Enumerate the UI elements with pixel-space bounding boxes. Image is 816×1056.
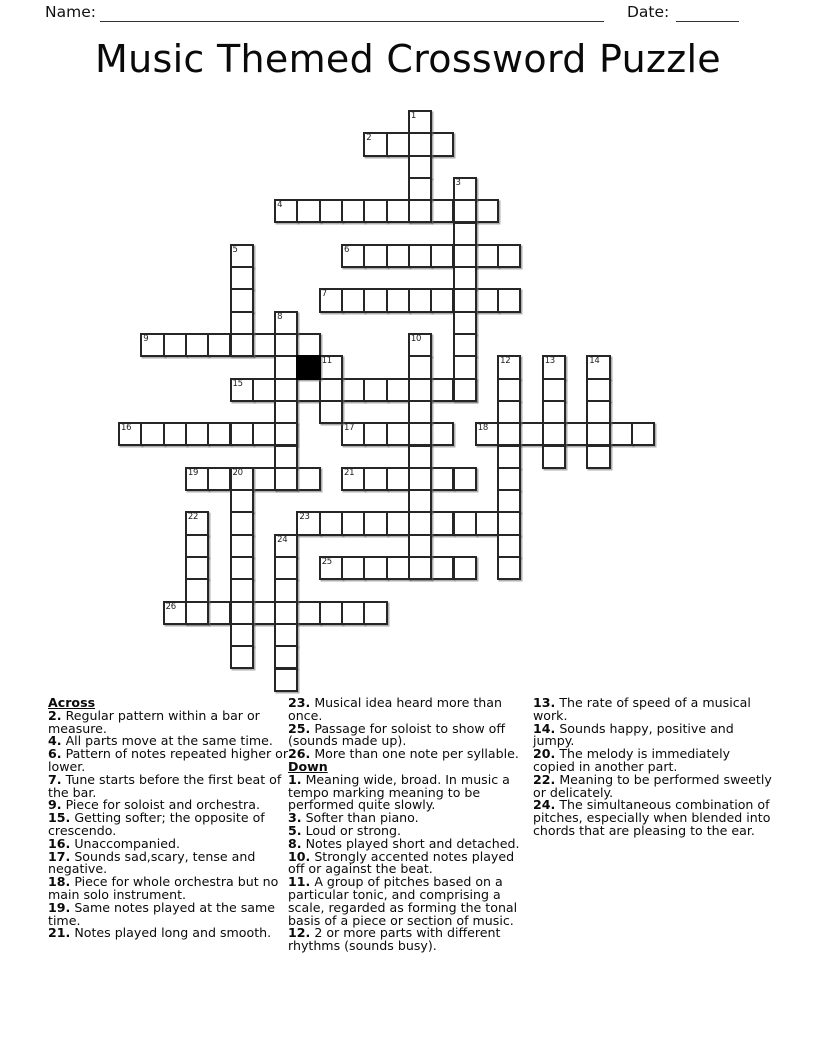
grid-cell[interactable] — [252, 601, 276, 625]
grid-cell[interactable] — [363, 556, 387, 580]
grid-cell[interactable] — [497, 400, 521, 424]
clue-item: 12. 2 or more parts with different rhythms (sounds busy). — [288, 925, 501, 954]
clues-heading: Across — [48, 695, 96, 710]
grid-cell[interactable] — [497, 556, 521, 580]
cell-number: 10 — [410, 334, 422, 344]
clue-item: 6. Pattern of notes repeated higher or lower. — [48, 746, 289, 774]
clue-column — [533, 697, 774, 838]
grid-cell[interactable] — [386, 467, 410, 491]
grid-cell[interactable] — [296, 601, 320, 625]
grid-cell[interactable] — [252, 422, 276, 446]
clue-item: 17. Sounds sad,scary, tense and negative. — [48, 848, 256, 877]
grid-cell[interactable] — [453, 355, 477, 379]
grid-cell[interactable] — [408, 244, 432, 268]
grid-cell[interactable] — [430, 244, 454, 268]
grid-cell[interactable] — [274, 467, 298, 491]
grid-cell[interactable] — [274, 333, 298, 357]
grid-cell[interactable] — [386, 511, 410, 535]
grid-cell[interactable] — [453, 222, 477, 246]
grid-cell[interactable] — [497, 511, 521, 535]
cell-number: 16 — [121, 423, 132, 434]
grid-black-cell — [296, 355, 320, 379]
grid-cell[interactable] — [475, 199, 499, 223]
grid-cell[interactable] — [386, 288, 410, 312]
clues-heading: Down — [288, 758, 328, 774]
grid-cell[interactable] — [185, 601, 209, 625]
grid-cell[interactable] — [386, 132, 410, 156]
clue-item: 9. Piece for soloist and orchestra. — [48, 797, 260, 813]
clue-item: 20. The melody is immediately copied in another part. — [533, 746, 731, 774]
grid-cell[interactable] — [274, 578, 298, 602]
grid-cell[interactable] — [363, 244, 387, 268]
grid-cell[interactable] — [252, 378, 276, 402]
clue-column — [48, 697, 289, 940]
grid-cell[interactable] — [386, 199, 410, 223]
grid-cell[interactable] — [430, 288, 454, 312]
grid-cell[interactable] — [408, 489, 432, 513]
grid-cell[interactable] — [542, 400, 566, 424]
grid-cell[interactable] — [207, 467, 231, 491]
cell-number: 12 — [500, 356, 511, 367]
clue-item: 5. Loud or strong. — [288, 822, 402, 838]
grid-cell[interactable] — [386, 422, 410, 446]
clue-item: 14. Sounds happy, positive and jumpy. — [533, 720, 734, 749]
grid-cell[interactable] — [408, 534, 432, 558]
grid-cell[interactable] — [140, 422, 164, 446]
grid-cell[interactable] — [519, 422, 543, 446]
clue-item: 19. Same notes played at the same time. — [48, 899, 276, 928]
grid-cell[interactable] — [274, 556, 298, 580]
grid-cell[interactable] — [163, 422, 187, 446]
grid-cell[interactable] — [497, 467, 521, 491]
cell-number: 22 — [187, 512, 199, 523]
clue-item: 23. Musical idea heard more than once. — [288, 695, 502, 723]
name-fill-line[interactable] — [100, 21, 604, 22]
grid-cell[interactable] — [230, 489, 254, 513]
grid-cell[interactable] — [453, 288, 477, 312]
grid-cell[interactable] — [497, 422, 521, 446]
cell-number: 19 — [187, 467, 199, 478]
clue-item: 7. Tune starts before the first beat of the bar. — [48, 771, 282, 800]
grid-cell[interactable] — [408, 132, 432, 156]
cell-number: 7 — [321, 289, 327, 300]
cell-number: 25 — [321, 557, 332, 567]
grid-cell[interactable] — [207, 422, 231, 446]
grid-cell[interactable] — [408, 422, 432, 446]
cell-number: 13 — [544, 356, 555, 367]
grid-cell[interactable] — [341, 601, 365, 625]
grid-cell[interactable] — [230, 288, 254, 312]
grid-cell[interactable] — [207, 333, 231, 357]
grid-cell[interactable] — [163, 333, 187, 357]
grid-cell[interactable] — [296, 467, 320, 491]
grid-cell[interactable] — [453, 244, 477, 268]
grid-cell[interactable] — [230, 333, 254, 357]
grid-cell[interactable] — [274, 422, 298, 446]
grid-cell[interactable] — [609, 422, 633, 446]
grid-cell[interactable] — [230, 601, 254, 625]
cell-number: 1 — [410, 111, 416, 121]
cell-number: 11 — [321, 356, 332, 367]
grid-cell[interactable] — [586, 445, 610, 469]
cell-number: 26 — [165, 601, 176, 612]
grid-cell[interactable] — [230, 511, 254, 535]
grid-cell[interactable] — [230, 556, 254, 580]
grid-cell[interactable] — [453, 266, 477, 290]
grid-cell[interactable] — [252, 333, 276, 357]
grid-cell[interactable] — [341, 288, 365, 312]
grid-cell[interactable] — [274, 668, 298, 692]
grid-cell[interactable] — [363, 378, 387, 402]
grid-cell[interactable] — [230, 645, 254, 669]
grid-cell[interactable] — [207, 601, 231, 625]
grid-cell[interactable] — [497, 489, 521, 513]
grid-cell[interactable] — [497, 288, 521, 312]
grid-cell[interactable] — [296, 333, 320, 357]
grid-cell[interactable] — [430, 511, 454, 535]
grid-cell[interactable] — [453, 199, 477, 223]
grid-cell[interactable] — [274, 355, 298, 379]
grid-cell[interactable] — [274, 645, 298, 669]
grid-cell[interactable] — [453, 311, 477, 335]
grid-cell[interactable] — [542, 445, 566, 469]
grid-cell[interactable] — [430, 132, 454, 156]
cell-number: 8 — [277, 311, 283, 322]
grid-cell[interactable] — [386, 378, 410, 402]
cell-number: 23 — [299, 512, 310, 523]
grid-cell[interactable] — [586, 422, 610, 446]
cell-number: 20 — [232, 467, 243, 478]
grid-cell[interactable] — [631, 422, 655, 446]
grid-cell[interactable] — [408, 155, 432, 179]
grid-cell[interactable] — [296, 378, 320, 402]
grid-cell[interactable] — [430, 422, 454, 446]
clue-item: 18. Piece for whole orchestra but no main solo instrument. — [48, 874, 279, 902]
grid-cell[interactable] — [230, 578, 254, 602]
grid-cell[interactable] — [274, 445, 298, 469]
clue-column — [288, 697, 529, 953]
grid-cell[interactable] — [341, 199, 365, 223]
grid-cell[interactable] — [274, 400, 298, 424]
grid-cell[interactable] — [408, 400, 432, 424]
grid-cell[interactable] — [230, 266, 254, 290]
cell-number: 9 — [143, 334, 149, 344]
grid-cell[interactable] — [475, 511, 499, 535]
grid-cell[interactable] — [430, 556, 454, 580]
grid-cell[interactable] — [497, 445, 521, 469]
grid-cell[interactable] — [408, 378, 432, 402]
clue-item: 3. Softer than piano. — [288, 810, 419, 826]
grid-cell[interactable] — [363, 422, 387, 446]
grid-cell[interactable] — [341, 556, 365, 580]
grid-cell[interactable] — [497, 244, 521, 268]
grid-cell[interactable] — [274, 623, 298, 647]
clue-item: 16. Unaccompanied. — [48, 835, 180, 851]
grid-cell[interactable] — [185, 534, 209, 558]
clue-item: 26. More than one note per syllable. — [288, 746, 519, 762]
grid-cell[interactable] — [341, 378, 365, 402]
cell-number: 15 — [232, 378, 243, 389]
grid-cell[interactable] — [185, 333, 209, 357]
grid-cell[interactable] — [363, 467, 387, 491]
grid-cell[interactable] — [408, 177, 432, 201]
name-label: Name: — [45, 3, 96, 21]
grid-cell[interactable] — [185, 422, 209, 446]
grid-cell[interactable] — [408, 511, 432, 535]
grid-cell[interactable] — [296, 199, 320, 223]
grid-cell[interactable] — [542, 422, 566, 446]
cell-number: 4 — [277, 200, 283, 211]
grid-cell[interactable] — [386, 244, 410, 268]
grid-cell[interactable] — [586, 378, 610, 402]
grid-cell[interactable] — [475, 244, 499, 268]
grid-cell[interactable] — [252, 467, 276, 491]
grid-cell[interactable] — [408, 467, 432, 491]
grid-cell[interactable] — [319, 601, 343, 625]
clue-item: 24. The simultaneous combination of pitches, especially when blended into chords that are pleasing to the ear. — [533, 797, 771, 838]
page-title: Music Themed Crossword Puzzle — [95, 37, 721, 81]
grid-cell[interactable] — [430, 378, 454, 402]
clue-item: 21. Notes played long and smooth. — [48, 925, 272, 941]
grid-cell[interactable] — [453, 333, 477, 357]
clue-item: 15. Getting softer; the opposite of crescendo. — [48, 810, 265, 838]
grid-cell[interactable] — [185, 578, 209, 602]
grid-cell[interactable] — [453, 511, 477, 535]
grid-cell[interactable] — [363, 511, 387, 535]
grid-cell[interactable] — [453, 556, 477, 580]
grid-cell[interactable] — [319, 199, 343, 223]
grid-cell[interactable] — [230, 534, 254, 558]
grid-cell[interactable] — [363, 601, 387, 625]
grid-cell[interactable] — [408, 445, 432, 469]
cell-number: 14 — [589, 356, 600, 367]
grid-cell[interactable] — [497, 378, 521, 402]
grid-cell[interactable] — [497, 534, 521, 558]
grid-cell[interactable] — [408, 288, 432, 312]
cell-number: 17 — [344, 423, 355, 434]
clue-item: 25. Passage for soloist to show off (sounds made up). — [288, 720, 506, 749]
cell-number: 3 — [455, 177, 461, 188]
date-label: Date: — [627, 3, 670, 21]
clue-item: 8. Notes played short and detached. — [288, 835, 520, 851]
clue-item: 22. Meaning to be performed sweetly or delicately. — [533, 771, 772, 800]
clue-item: 13. The rate of speed of a musical work. — [533, 695, 751, 723]
grid-cell[interactable] — [408, 355, 432, 379]
grid-cell[interactable] — [453, 467, 477, 491]
clue-item: 4. All parts move at the same time. — [48, 733, 273, 749]
grid-cell[interactable] — [475, 288, 499, 312]
grid-cell[interactable] — [408, 556, 432, 580]
grid-cell[interactable] — [586, 400, 610, 424]
cell-number: 5 — [232, 244, 238, 255]
clue-item: 11. A group of pitches based on a particular tonic, and comprising a scale, regarded as forming the tonal basis of a piece or section of music. — [288, 874, 518, 928]
cell-number: 6 — [344, 244, 350, 255]
grid-cell[interactable] — [185, 556, 209, 580]
grid-cell[interactable] — [319, 400, 343, 424]
grid-cell[interactable] — [363, 288, 387, 312]
grid-cell[interactable] — [230, 623, 254, 647]
grid-cell[interactable] — [564, 422, 588, 446]
grid-cell[interactable] — [230, 311, 254, 335]
grid-cell[interactable] — [274, 601, 298, 625]
grid-cell[interactable] — [319, 378, 343, 402]
grid-cell[interactable] — [274, 378, 298, 402]
clue-item: 10. Strongly accented notes played off or against the beat. — [288, 848, 515, 877]
grid-cell[interactable] — [453, 378, 477, 402]
cell-number: 2 — [366, 133, 372, 144]
grid-cell[interactable] — [341, 511, 365, 535]
grid-cell[interactable] — [319, 511, 343, 535]
cell-number: 24 — [277, 534, 288, 545]
date-fill-line[interactable] — [676, 21, 739, 22]
grid-cell[interactable] — [430, 467, 454, 491]
cell-number: 18 — [477, 423, 489, 434]
grid-cell[interactable] — [542, 378, 566, 402]
grid-cell[interactable] — [386, 556, 410, 580]
grid-cell[interactable] — [363, 199, 387, 223]
clue-item: 1. Meaning wide, broad. In music a tempo marking meaning to be performed quite slowly. — [288, 771, 510, 813]
grid-cell[interactable] — [230, 422, 254, 446]
grid-cell[interactable] — [408, 199, 432, 223]
clue-item: 2. Regular pattern within a bar or measure. — [48, 707, 260, 736]
grid-cell[interactable] — [430, 199, 454, 223]
cell-number: 21 — [344, 467, 355, 478]
